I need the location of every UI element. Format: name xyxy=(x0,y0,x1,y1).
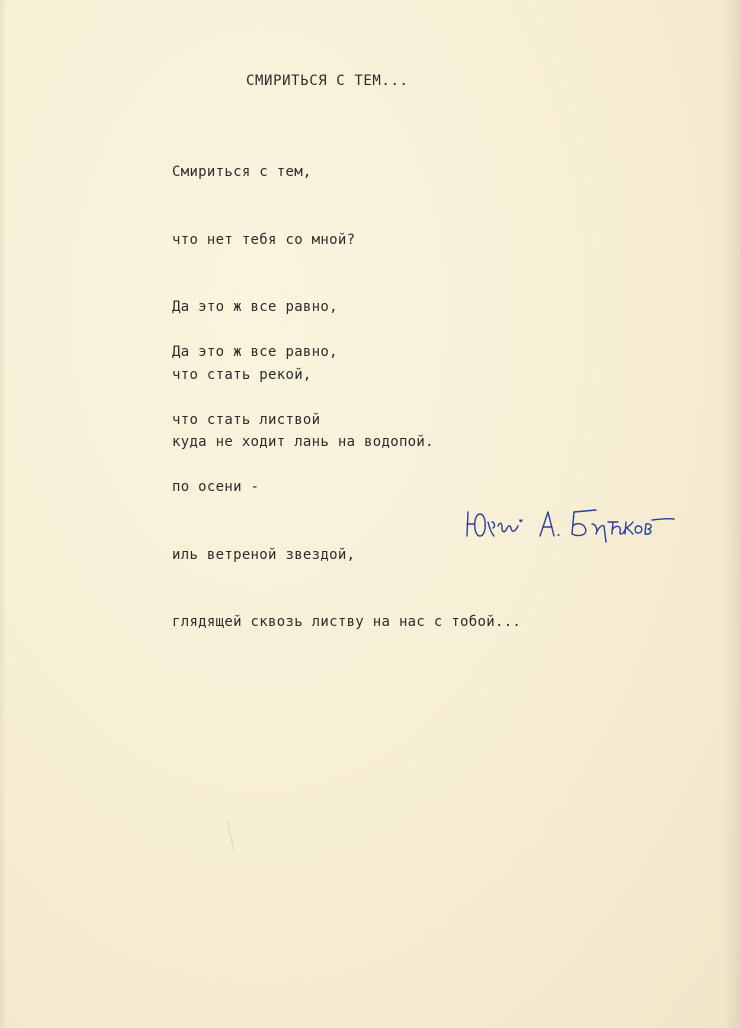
poem-line: иль ветреной звездой, xyxy=(172,546,356,563)
poem-line: Да это ж все равно, xyxy=(172,344,338,360)
poem-line: по осени - xyxy=(172,479,260,495)
poem-line: что стать листвой xyxy=(172,411,321,428)
poem-line: что нет тебя со мной? xyxy=(172,231,356,248)
poem-line: что стать рекой, xyxy=(172,366,312,383)
poem-line: Да это ж все равно, xyxy=(172,299,338,315)
paper-crease xyxy=(227,820,240,851)
paper-edge-left xyxy=(0,0,6,1028)
stanza-2 xyxy=(172,300,521,676)
handwritten-signature xyxy=(462,500,678,548)
paper-edge-right xyxy=(722,0,740,1028)
poem-line: куда не ходит лань на водопой. xyxy=(172,434,434,450)
poem-title: СМИРИТЬСЯ С ТЕМ... xyxy=(246,73,409,89)
poem-line: Смириться с тем, xyxy=(172,164,312,180)
poem-line: глядящей сквозь листву на нас с тобой... xyxy=(172,614,522,630)
